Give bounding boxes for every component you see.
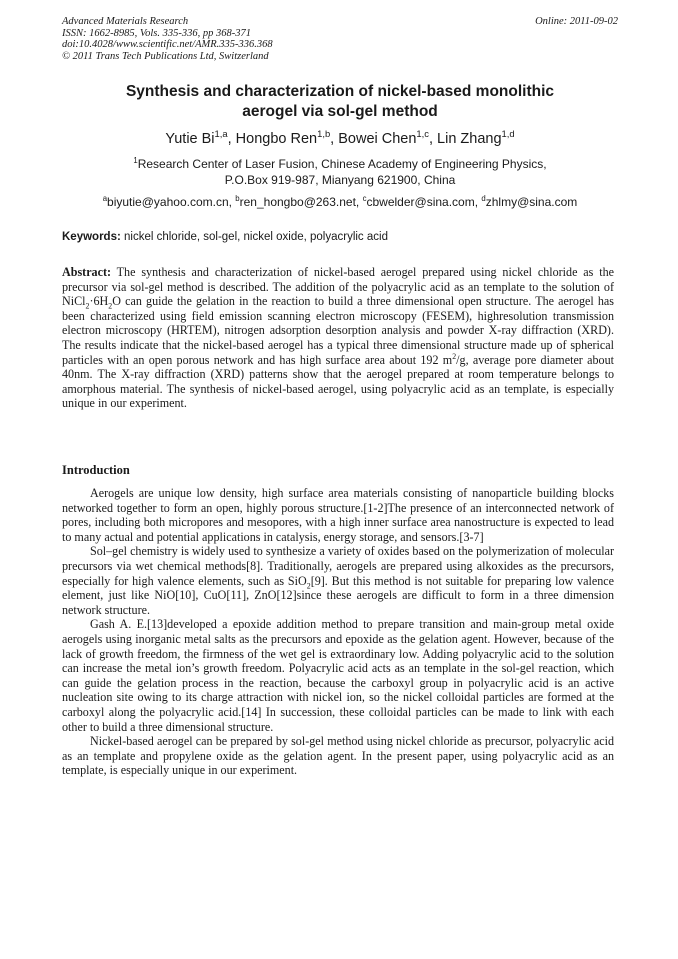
formula-sub: 2: [85, 301, 90, 311]
abstract-label: Abstract:: [62, 265, 112, 279]
email-sup: d: [481, 194, 486, 203]
journal-issn: ISSN: 1662-8985, Vols. 335-336, pp 368-371: [62, 27, 251, 39]
intro-paragraph-1: Aerogels are unique low density, high surface area materials consisting of nanoparticle building blocks networked together to form an open, highly porous structure.[1-2]The presence of an interconnected network of pores, including both micropores and mesopores, with a high inner surface area nanostructure is expected to lead to many actual and potential applications in catalysis, energy storage, and sensors.[3-7]: [62, 486, 614, 544]
title-line-2: aerogel via sol-gel method: [242, 103, 438, 120]
author-sup: 1,b: [317, 128, 331, 140]
title-line-1: Synthesis and characterization of nickel-based monolithic: [125, 83, 555, 100]
email-address[interactable]: zhlmy@sina.com: [485, 195, 578, 209]
author-list: Yutie Bi$^{1,a}$, Hongbo Ren$^{1,b}$, Bowei Chen$^{1,c}$, Lin Zhang$^{1,d}$: [165, 128, 515, 147]
email-sup: b: [235, 194, 240, 203]
author-sup: 1,a: [214, 128, 228, 140]
journal-doi: doi:10.4028/www.scientific.net/AMR.335-336.368: [62, 39, 273, 50]
email-sup: a: [102, 194, 108, 203]
abstract-text-1: The synthesis and characterization of nickel-based aerogel prepared using nickel chloride as the precursor via sol-gel method is described. The addition of the polyacrylic acid as an template to the solution of NiCl: [62, 265, 614, 309]
intro-p2-text-a: Sol–gel chemistry is widely used to synthesize a variety of oxides based on the polymerization of molecular precursors via wet chemical methods[8]. Traditionally, aerogels are prepared using alkoxides as the precursors, especially for high valence elements, such as SiO: [62, 544, 614, 588]
author-name: Yutie Bi: [165, 131, 215, 147]
area-unit-sup: 2: [452, 351, 457, 361]
affiliation-line-2: P.O.Box 919-987, Mianyang 621900, China: [224, 173, 456, 187]
paper-title: [62, 82, 618, 122]
journal-copyright: © 2011 Trans Tech Publications Ltd, Switzerland: [62, 50, 269, 62]
keywords: [62, 230, 618, 245]
intro-paragraph-2: [62, 544, 614, 617]
intro-paragraph-4: Nickel-based aerogel can be prepared by sol-gel method using nickel chloride as precursor, polyacrylic acid as an template and propylene oxide as the gelation agent. In the present paper, using polyacrylic acid as an template, is especially unique in our experiment.: [62, 734, 614, 778]
intro-p2-text-b: [9]. But this method is not suitable for preparing low valence element, just like NiO[10], CuO[11], ZnO[12]since these aerogels are difficult to form in a three dimension network structure.: [62, 573, 614, 617]
author-sup: 1,c: [416, 128, 429, 140]
author-name: Hongbo Ren: [235, 131, 318, 147]
email-address[interactable]: ren_hongbo@263.net: [239, 195, 356, 209]
abstract-text-3: /g, average pore diameter about 40nm. The X-ray diffraction (XRD) patterns show that the aerogel prepared at room temperature belongs to amorphous material. The synthesis of nickel-based aerogel, using polyacrylic acid as an template, is especially unique in our experiment.: [62, 352, 614, 411]
author-name: Lin Zhang: [437, 131, 502, 147]
author-name: Bowei Chen: [338, 131, 417, 147]
keywords-label: Keywords:: [62, 231, 121, 243]
affiliation-sup: 1: [133, 156, 138, 165]
abstract-text-2: O can guide the gelation in the reaction to build a three dimensional open structure. The aerogel has been characterized using field emission scanning electron microscopy (FESEM), highresolution transmission electron microscopy (HRTEM), nitrogen adsorption desorption analysis and powder X-ray diffraction (XRD). The results indicate that the nickel-based aerogel has a typical three dimensional structure made up of spherical particles with an open porous network and has high surface area about 192 m: [62, 294, 614, 367]
formula-sub: 2: [306, 580, 311, 590]
email-address[interactable]: cbwelder@sina.com: [366, 195, 475, 209]
formula-sub: 2: [108, 301, 113, 311]
journal-header: [62, 16, 618, 62]
journal-name: Advanced Materials Research: [62, 16, 189, 27]
section-heading-introduction: Introduction: [62, 463, 130, 477]
formula-mid: ·6H: [89, 294, 109, 309]
affiliation-line-1: Research Center of Laser Fusion, Chinese Academy of Engineering Physics,: [137, 157, 547, 171]
email-sup: c: [362, 194, 367, 203]
keywords-text: nickel chloride, sol-gel, nickel oxide, polyacrylic acid: [124, 231, 388, 243]
author-sup: 1,d: [501, 128, 515, 140]
email-list: $^a$biyutie@yahoo.com.cn, $^b$ren_hongbo@263.net, $^c$cbwelder@sina.com, $^d$zhlmy@sina.com: [102, 194, 578, 209]
affiliation: [62, 156, 618, 188]
intro-paragraph-3: Gash A. E.[13]developed a epoxide addition method to prepare transition and main-group metal oxide aerogels using inorganic metal salts as the precursors and epoxide as the gelation agent. However, because of the lack of growth freedom, the firmness of the wet gel is extraordinary low. Adding polyacrylic acid to the solution can increase the metal ion’s growth freedom. Polyacrylic acid acts as an template in the sol-gel reaction, which can guide the gelation process in the reaction, because the carboxyl group in polyacrylic acid is an active nucleation site owing to its charge attraction with nickel ion, so the nickel colloidal particles are formed at the carboxyl along the polyacrylic acid.[14] In succession, these colloidal particles can be made to link with each other to build a three dimensional structure.: [62, 617, 614, 734]
online-date: Online: 2011-09-02: [535, 16, 618, 27]
abstract: [62, 265, 614, 411]
email-address[interactable]: biyutie@yahoo.com.cn: [107, 195, 229, 209]
introduction-body: [62, 486, 614, 778]
